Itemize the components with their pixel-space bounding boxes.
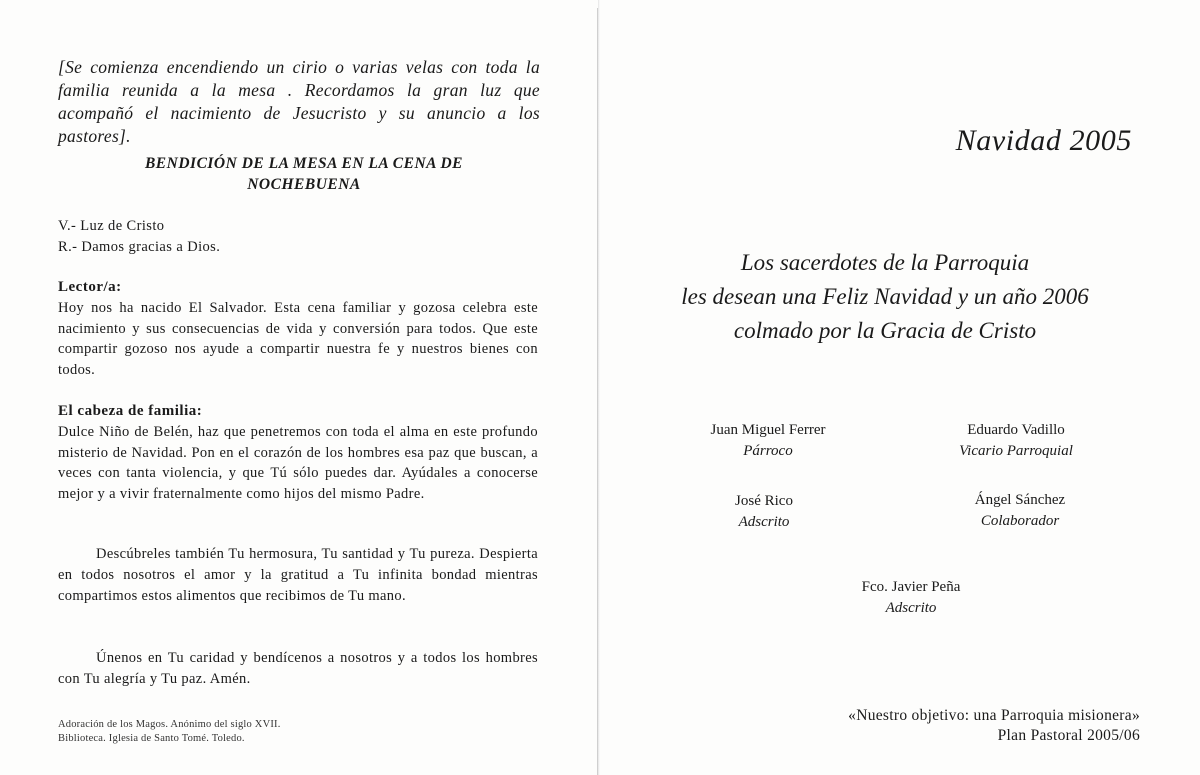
blessing-title-line-2: NOCHEBUENA [247, 176, 361, 193]
descubreles-paragraph [58, 544, 538, 606]
intro-rubric: [Se comienza encendiendo un cirio o varias velas con toda la familia reunida a la mesa . Recordamos la gran luz que acompañó el nacimiento de Jesucristo y su anuncio a los pastores]. [58, 57, 540, 146]
priest-role: Colaborador [980, 513, 1060, 529]
greeting [640, 246, 1130, 348]
head-of-family-heading: El cabeza de familia: [58, 403, 203, 419]
head-of-family-section [58, 401, 538, 505]
priest-role: Adscrito [738, 514, 790, 530]
right-page [600, 0, 1200, 775]
greeting-line-1: Los sacerdotes de la Parroquia [740, 250, 1030, 275]
unenos-paragraph [58, 648, 538, 690]
image-credit-line-2: Biblioteca. Iglesia de Santo Tomé. Toledo. [58, 733, 245, 744]
pastoral-motto [848, 706, 1140, 746]
lector-heading: Lector/a: [58, 279, 122, 295]
priest-role: Vicario Parroquial [959, 443, 1073, 459]
blessing-title [90, 153, 518, 195]
priest-name: Fco. Javier Peña [861, 579, 961, 595]
priest-name: Juan Miguel Ferrer [710, 422, 826, 438]
unenos-text: Únenos en Tu caridad y bendícenos a nosotros y a todos los hombres con Tu alegría y Tu paz. Amén. [58, 650, 538, 687]
priest-signature [668, 420, 868, 462]
card-title: Navidad 2005 [955, 124, 1132, 157]
priest-role: Párroco [743, 443, 793, 459]
priest-name: José Rico [735, 493, 793, 509]
head-of-family-text: Dulce Niño de Belén, haz que penetremos con toda el alma en este profundo misterio de Navidad. Pon en el corazón de los hombres esa paz que buscan, a veces con tanta violencia, y que Tú sólo puedes dar. Ayúdales a conocerse mejor y a vivir fraternalmente como hijos del mismo Padre. [58, 423, 538, 503]
image-credit [58, 718, 281, 746]
priest-name: Ángel Sánchez [974, 492, 1066, 508]
priest-signature [920, 490, 1120, 532]
motto-line-2: Plan Pastoral 2005/06 [997, 727, 1140, 744]
greeting-line-2: les desean una Feliz Navidad y un año 2006 [681, 284, 1089, 309]
page-fold-shadow [598, 0, 600, 775]
priest-signature [811, 577, 1011, 619]
motto-line-1: «Nuestro objetivo: una Parroquia misionera» [848, 707, 1140, 724]
response: R.- Damos gracias a Dios. [58, 239, 221, 255]
priest-role: Adscrito [885, 600, 937, 616]
descubreles-text: Descúbreles también Tu hermosura, Tu santidad y Tu pureza. Despierta en todos nosotros el amor y la gratitud a Tu infinita bondad mientras compartimos estos alimentos que recibimos de Tu mano. [58, 546, 538, 604]
priest-signature [916, 420, 1116, 462]
versicle: V.- Luz de Cristo [58, 218, 165, 234]
lector-text: Hoy nos ha nacido El Salvador. Esta cena familiar y gozosa celebra este nacimiento y sus consecuencias de vida y conversión para todos. Que este compartir gozoso nos ayude a compartir nuestra fe y nuestros bienes con todos. [58, 299, 538, 379]
blessing-title-line-1: BENDICIÓN DE LA MESA EN LA CENA DE [144, 155, 464, 172]
lector-section [58, 277, 538, 381]
image-credit-line-1: Adoración de los Magos. Anónimo del siglo XVII. [58, 719, 281, 730]
priest-signature [664, 491, 864, 533]
greeting-line-3: colmado por la Gracia de Cristo [733, 318, 1037, 343]
priest-name: Eduardo Vadillo [967, 422, 1065, 438]
versicle-response [58, 216, 220, 258]
